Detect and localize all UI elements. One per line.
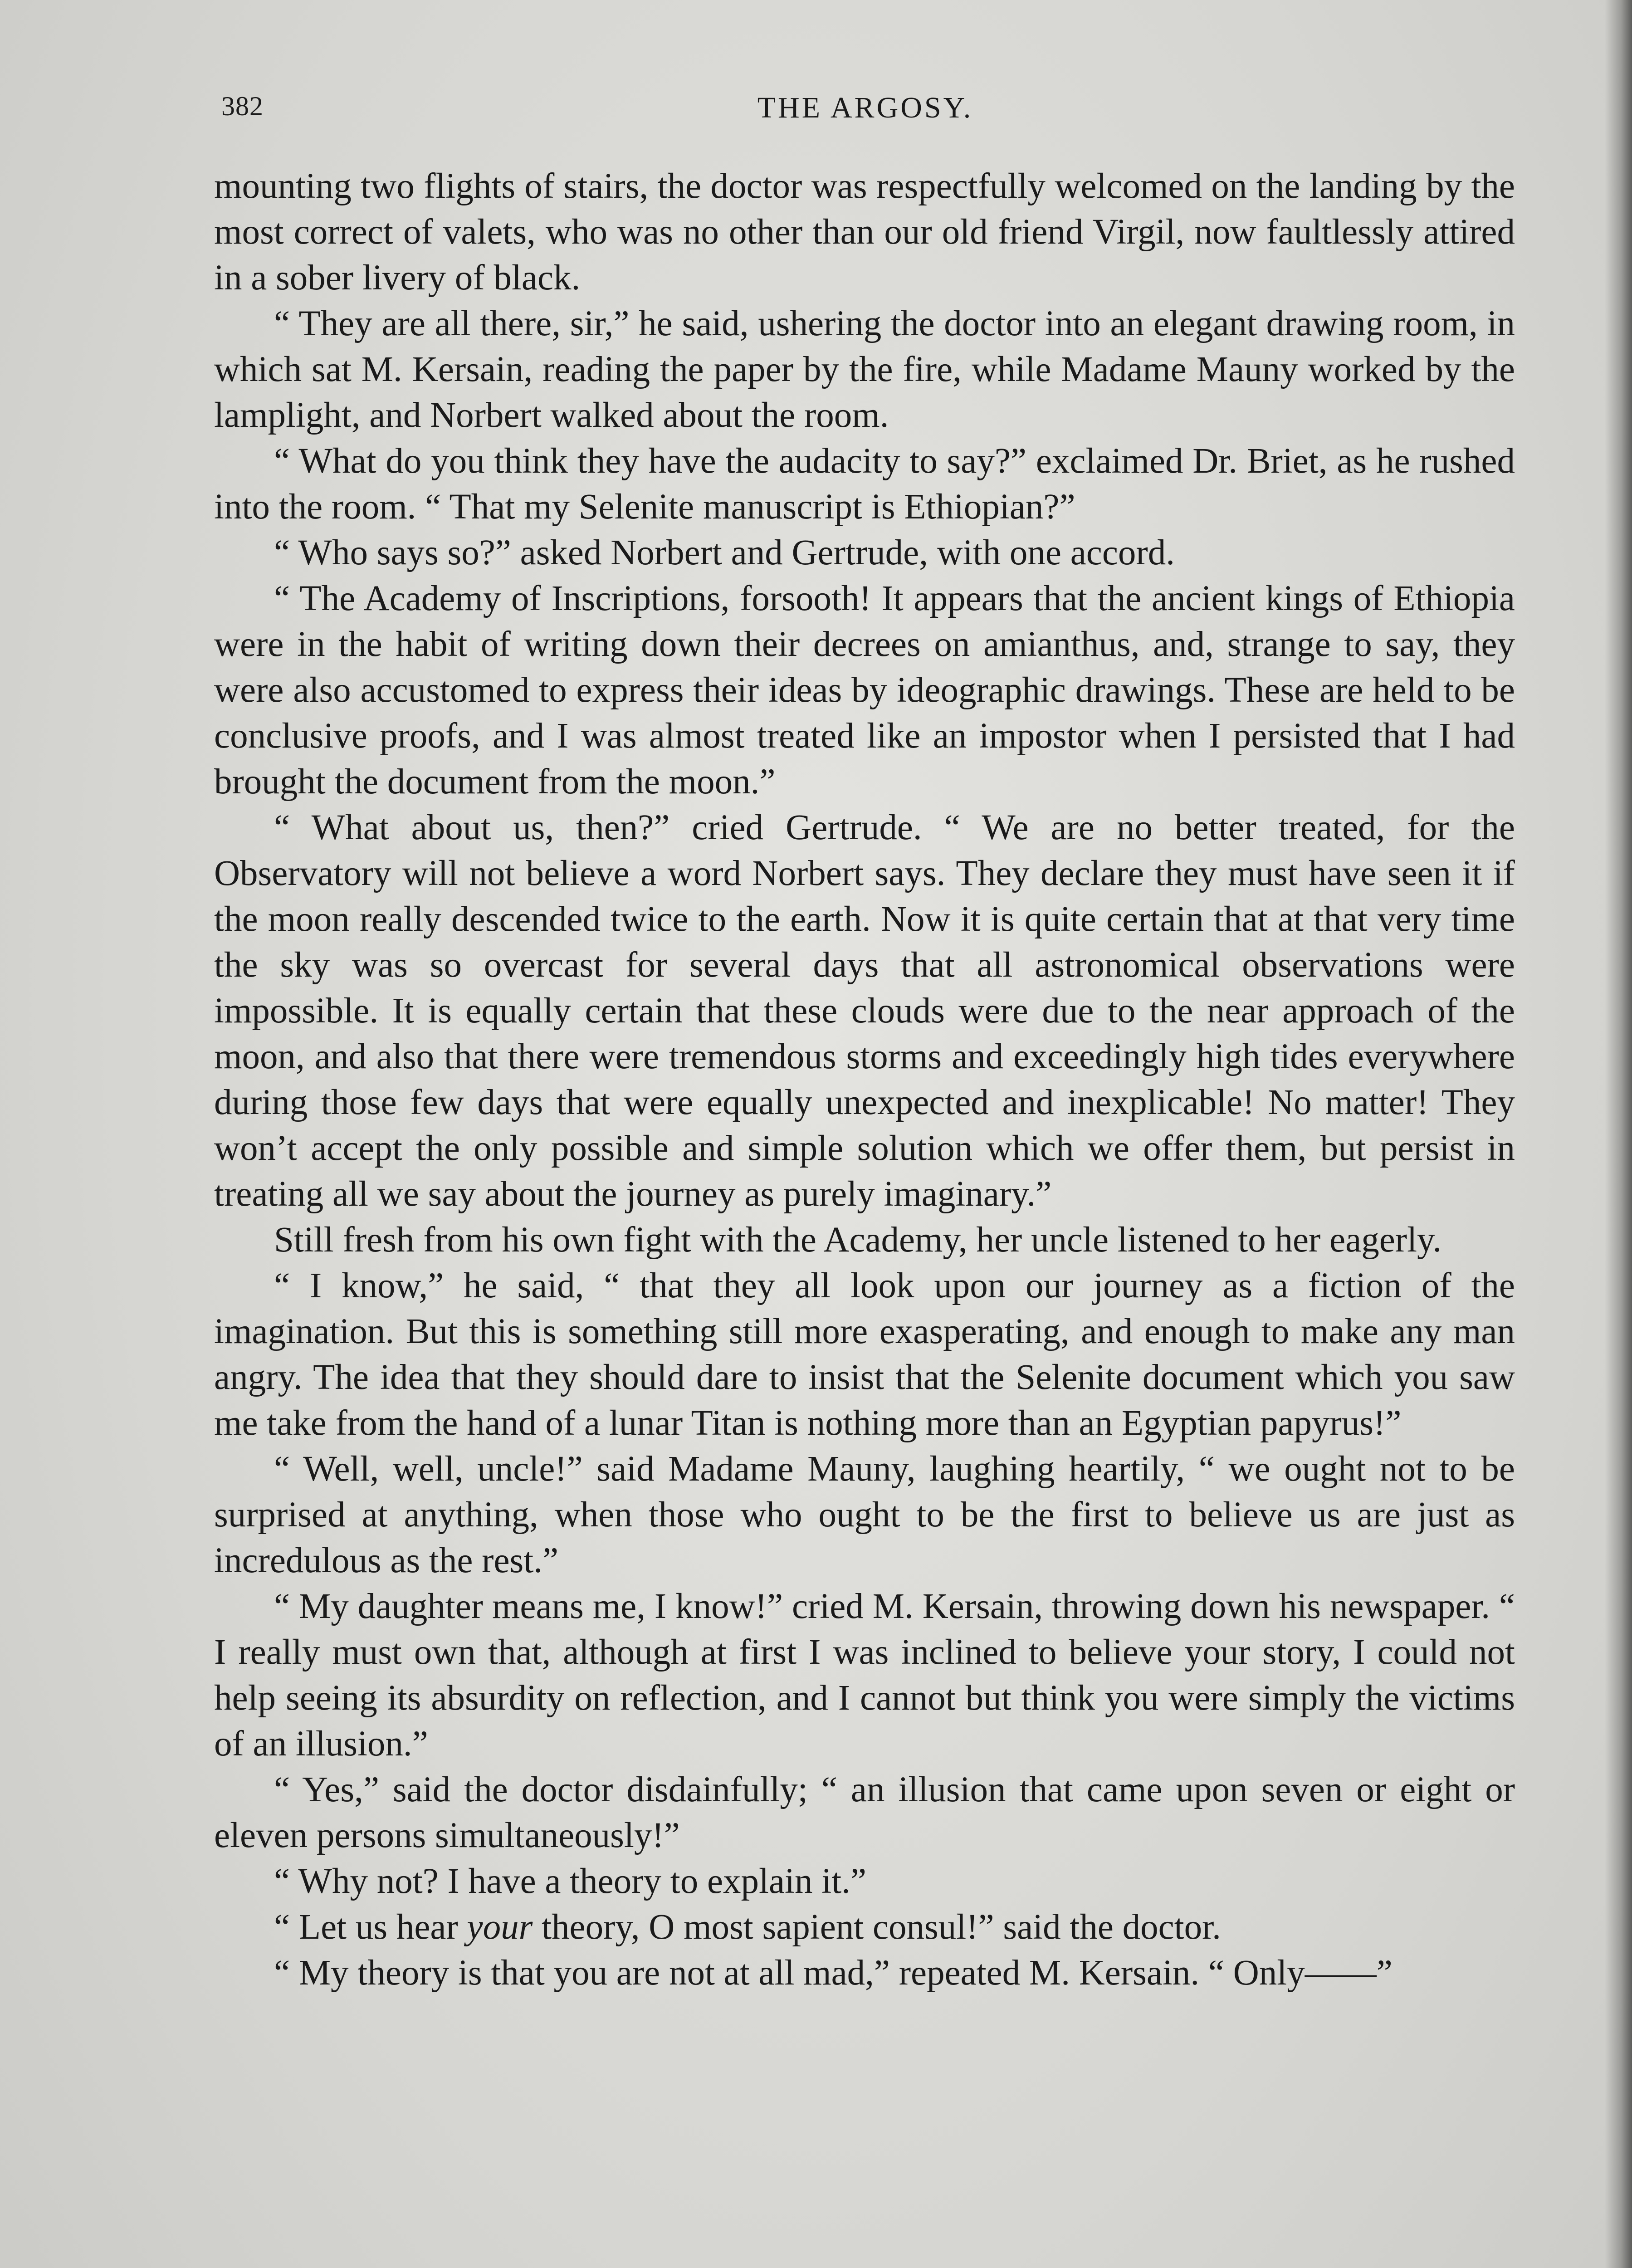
paragraph-text: “ Let us hear [274, 1907, 467, 1947]
paragraph: “ The Academy of Inscriptions, forsooth! It appears that the ancient kings of Ethiopia were in the habit of writing down their decrees on amianthus, and, strange to say, they were also accustomed to express their ideas by ideographic drawings. These are held to be conclusive proofs, and I was almost treated like an impostor when I persisted that I had brought the document from the moon.” [214, 579, 1515, 802]
page-gutter-shadow [1605, 0, 1632, 2268]
paragraph-text: theory, O most sapient consul!” said the doctor. [533, 1907, 1221, 1947]
paragraph: “ I know,” he said, “ that they all look upon our journey as a fiction of the imagination. But this is something still more exasperating, and enough to make any man angry. The idea that they should dare to insist that the Selenite document which you saw me take from the hand of a lunar Titan is nothing more than an Egyptian papyrus!” [214, 1266, 1515, 1443]
page-number: 382 [221, 91, 264, 121]
paragraph [214, 1904, 1515, 1950]
paragraph: “ What do you think they have the audacity to say?” exclaimed Dr. Briet, as he rushed into the room. “ That my Selenite manuscript is Ethiopian?” [214, 441, 1515, 527]
paragraph: “ Yes,” said the doctor disdainfully; “ an illusion that came upon seven or eight or eleven persons simultaneously!” [214, 1770, 1515, 1855]
paragraph: “ Who says so?” asked Norbert and Gertrude, with one accord. [274, 533, 1175, 572]
paragraph: “ My theory is that you are not at all mad,” repeated M. Kersain. “ Only——” [274, 1953, 1393, 1993]
paragraph: Still fresh from his own fight with the Academy, her uncle listened to her eagerly. [274, 1220, 1442, 1260]
paragraph: “ What about us, then?” cried Gertrude. “ We are no better treated, for the Observatory will not believe a word Norbert says. They declare they must have seen it if the moon really descended twice to the earth. Now it is quite certain that at that very time the sky was so overcast for several days that all astronomical observations were impossible. It is equally certain that these clouds were due to the near approach of the moon, and also that there were tremendous storms and exceedingly high tides everywhere during those few days that were equally unexpected and inexplicable! No matter! They won’t accept the only possible and simple solution which we offer them, but persist in treating all we say about the journey as purely imaginary.” [214, 808, 1515, 1214]
body-text [214, 163, 1515, 1996]
running-head: THE ARGOSY. [757, 91, 973, 124]
paragraph: “ Why not? I have a theory to explain it.” [274, 1862, 866, 1901]
emphasis-text: your [467, 1907, 533, 1947]
paragraph: “ My daughter means me, I know!” cried M. Kersain, throwing down his newspaper. “ I really must own that, although at first I was inclined to believe your story, I could not help seeing its absurdity on reflection, and I cannot but think you were simply the victims of an illusion.” [214, 1587, 1515, 1764]
page-header [218, 91, 1513, 141]
paragraph: “ They are all there, sir,” he said, ushering the doctor into an elegant drawing room, in which sat M. Kersain, reading the paper by the fire, while Madame Mauny worked by the lamplight, and Norbert walked about the room. [214, 304, 1515, 435]
paragraph: “ Well, well, uncle!” said Madame Mauny, laughing heartily, “ we ought not to be surprised at anything, when those who ought to be the first to believe us are just as incredulous as the rest.” [214, 1449, 1515, 1580]
paragraph: mounting two flights of stairs, the doctor was respectfully welcomed on the landing by the most correct of valets, who was no other than our old friend Virgil, now faultlessly attired in a sober livery of black. [214, 166, 1515, 298]
